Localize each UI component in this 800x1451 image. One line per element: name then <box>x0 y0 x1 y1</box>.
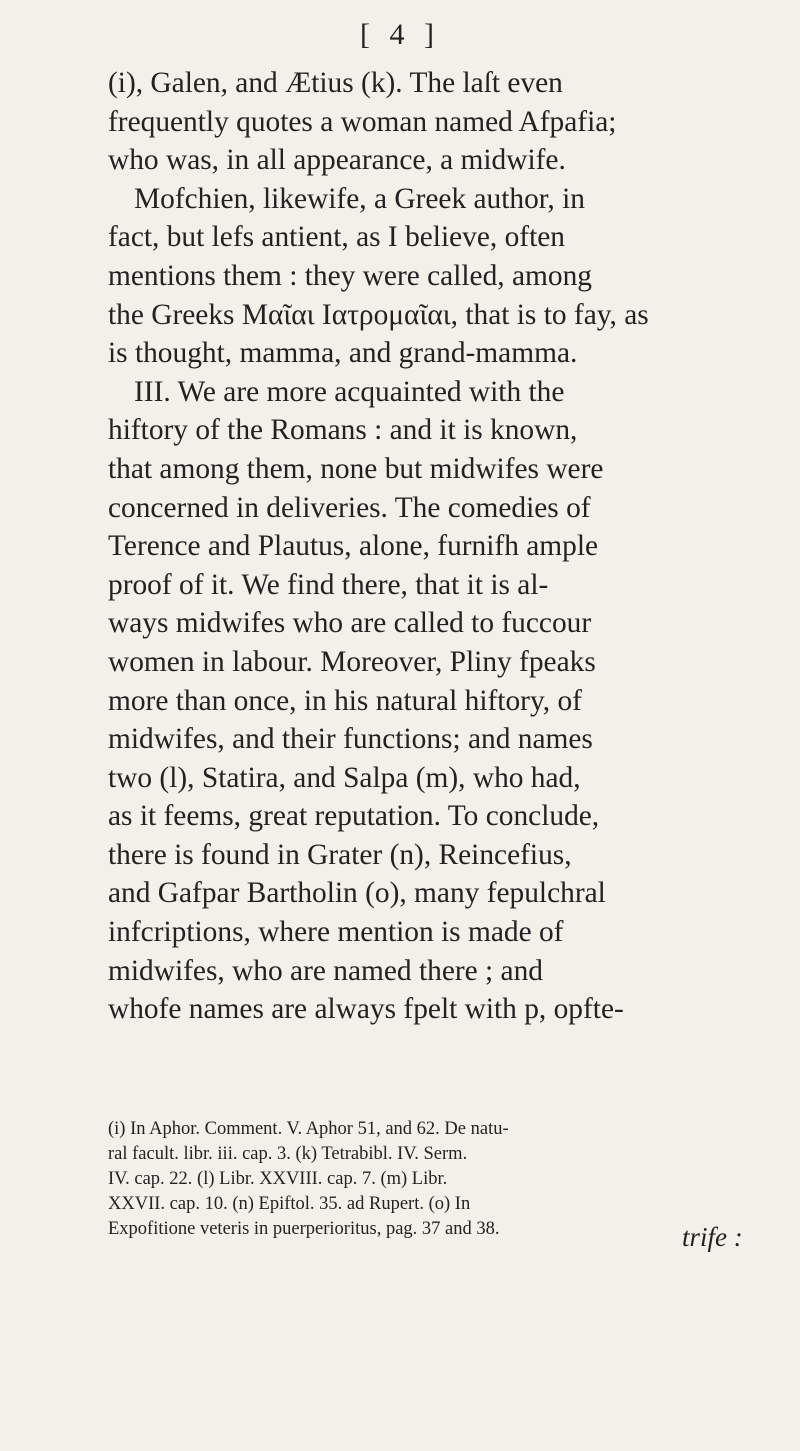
text-line: mentions them : they were called, among <box>108 259 592 292</box>
text-line: concerned in deliveries. The comedies of <box>108 491 591 524</box>
text-line: who was, in all appearance, a midwife. <box>108 144 566 177</box>
text-line: midwifes, who are named there ; and <box>108 954 543 987</box>
text-line: frequently quotes a woman named Afpafia; <box>108 105 617 138</box>
catchword: trife : <box>682 1222 743 1252</box>
page-number: [ 4 ] <box>360 18 440 51</box>
text-line: is thought, mamma, and grand-mamma. <box>108 337 578 370</box>
footnote-line: IV. cap. 22. (l) Libr. XXVIII. cap. 7. (m) Libr. <box>108 1169 448 1189</box>
footnote-line: XXVII. cap. 10. (n) Epiftol. 35. ad Rupert. (o) In <box>108 1194 471 1214</box>
text-line: III. We are more acquainted with the <box>134 375 565 408</box>
text-line: whofe names are always fpelt with p, opfte- <box>108 993 624 1026</box>
text-line: Mofchien, likewife, a Greek author, in <box>134 182 585 215</box>
footnote-line: (i) In Aphor. Comment. V. Aphor 51, and 62. De natu- <box>108 1119 509 1139</box>
text-line: as it feems, great reputation. To conclude, <box>108 800 600 833</box>
text-line: and Gafpar Bartholin (o), many fepulchral <box>108 877 606 910</box>
text-line: women in labour. Moreover, Pliny fpeaks <box>108 645 596 678</box>
footnote-line: ral facult. libr. iii. cap. 3. (k) Tetrabibl. IV. Serm. <box>108 1144 468 1164</box>
text-line: two (l), Statira, and Salpa (m), who had, <box>108 761 581 794</box>
text-line: proof of it. We find there, that it is al- <box>108 568 549 601</box>
text-line: the Greeks Μαῖαι Ιατρομαῖαι, that is to fay, as <box>108 298 649 331</box>
text-line: hiftory of the Romans : and it is known, <box>108 414 578 447</box>
main-text <box>108 64 788 1029</box>
text-line: ways midwifes who are called to fuccour <box>108 607 592 640</box>
text-line: Terence and Plautus, alone, furnifh ample <box>108 530 599 563</box>
footnote-line: Expofitione veteris in puerperioritus, pag. 37 and 38. <box>108 1219 500 1239</box>
text-line: that among them, none but midwifes were <box>108 452 604 485</box>
text-line: fact, but lefs antient, as I believe, often <box>108 221 566 254</box>
text-line: midwifes, and their functions; and names <box>108 723 593 756</box>
text-line: infcriptions, where mention is made of <box>108 916 564 949</box>
text-line: (i), Galen, and Ætius (k). The laſt even <box>108 67 563 99</box>
text-line: there is found in Grater (n), Reincefius, <box>108 838 572 871</box>
text-line: more than once, in his natural hiftory, of <box>108 684 582 717</box>
